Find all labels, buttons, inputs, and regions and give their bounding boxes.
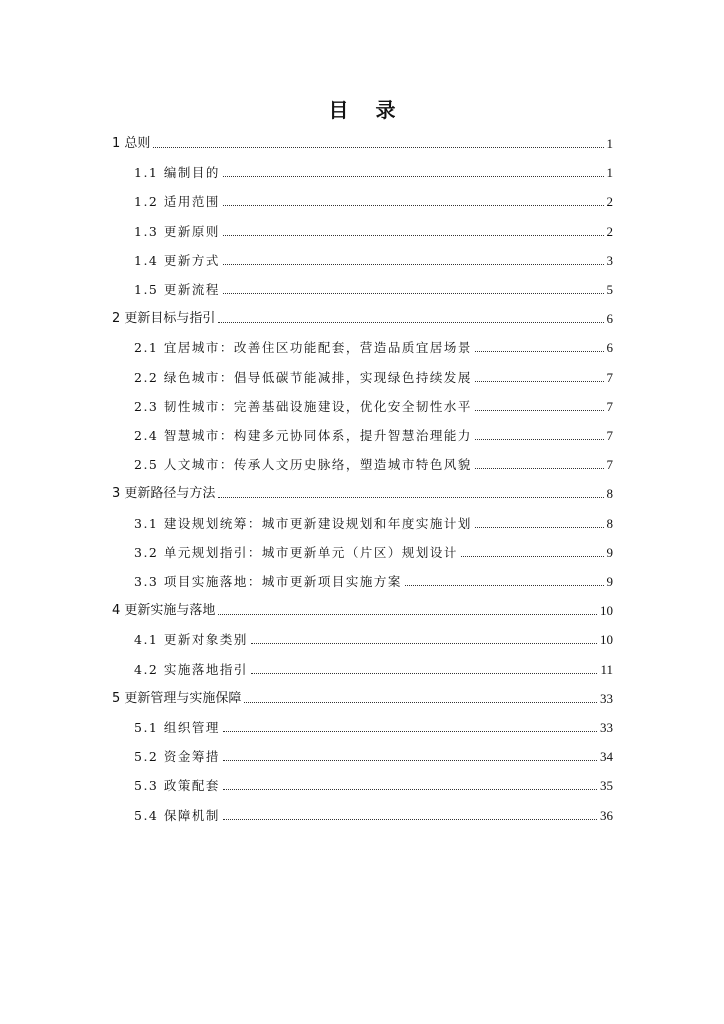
toc-chapter-entry[interactable] <box>112 132 613 152</box>
toc-page-number: 1 <box>606 165 613 181</box>
toc-chapter-entry[interactable] <box>112 599 613 619</box>
toc-dot-leader <box>218 614 597 615</box>
toc-dot-leader <box>223 293 604 294</box>
toc-page-number: 33 <box>600 690 613 706</box>
toc-dot-leader <box>251 673 598 674</box>
toc-page-number: 1 <box>606 136 613 151</box>
toc-page-number: 35 <box>600 778 613 794</box>
toc-dot-leader <box>475 410 604 411</box>
toc-section-entry[interactable] <box>134 220 613 240</box>
toc-page-number: 7 <box>606 428 613 443</box>
toc-entry-label: 4 更新实施与落地 <box>112 603 216 619</box>
toc-entry-label: 3.1 建设规划统筹：城市更新建设规划和年度实施计划 <box>134 515 472 531</box>
toc-page-number: 7 <box>606 369 613 385</box>
toc-dot-leader <box>223 731 597 732</box>
toc-dot-leader <box>461 556 604 557</box>
toc-page-number: 10 <box>600 632 613 648</box>
toc-dot-leader <box>223 235 604 236</box>
toc-entry-label: 3.3 项目实施落地：城市更新项目实施方案 <box>134 574 402 589</box>
toc-page-number: 6 <box>606 311 613 327</box>
toc-chapter-entry[interactable] <box>112 482 613 502</box>
toc-entry-label: 2.5 人文城市：传承人文历史脉络，塑造城市特色风貌 <box>134 457 472 473</box>
toc-dot-leader <box>223 264 604 265</box>
toc-dot-leader <box>223 205 604 206</box>
toc-entry-label: 3 更新路径与方法 <box>112 486 216 502</box>
toc-entry-label: 1 总则 <box>112 136 151 151</box>
toc-section-entry[interactable] <box>134 453 613 473</box>
toc-page-number: 8 <box>606 515 613 531</box>
toc-dot-leader <box>475 468 604 469</box>
toc-page-number: 10 <box>600 603 613 619</box>
toc-section-entry[interactable] <box>134 424 613 444</box>
toc-dot-leader <box>218 497 603 498</box>
toc-section-entry[interactable] <box>134 278 613 298</box>
toc-page-number: 3 <box>606 252 613 268</box>
toc-dot-leader <box>223 789 597 790</box>
toc-section-entry[interactable] <box>134 249 613 269</box>
toc-page-number: 33 <box>600 720 613 735</box>
toc-dot-leader <box>475 351 604 352</box>
toc-page-number: 7 <box>606 398 613 414</box>
toc-dot-leader <box>153 147 603 148</box>
toc-entry-label: 2.1 宜居城市：改善住区功能配套，营造品质宜居场景 <box>134 340 472 356</box>
toc-section-entry[interactable] <box>134 336 613 356</box>
toc-entry-label: 2.2 绿色城市：倡导低碳节能减排，实现绿色持续发展 <box>134 369 472 385</box>
toc-entry-label: 1.3 更新原则 <box>134 223 220 239</box>
toc-page-number: 8 <box>606 486 613 502</box>
toc-dot-leader <box>475 439 604 440</box>
toc-dot-leader <box>223 760 597 761</box>
toc-chapter-entry[interactable] <box>112 307 613 327</box>
toc-page-number: 2 <box>606 194 613 210</box>
page-title: 目 录 <box>328 98 406 122</box>
toc-page-number: 2 <box>606 223 613 239</box>
toc-entry-label: 1.1 编制目的 <box>134 165 220 181</box>
toc-page-number: 34 <box>600 749 613 765</box>
toc-entry-label: 5.4 保障机制 <box>134 807 220 823</box>
toc-entry-label: 2.4 智慧城市：构建多元协同体系，提升智慧治理能力 <box>134 428 472 443</box>
toc-section-entry[interactable] <box>134 395 613 415</box>
toc-page-number: 9 <box>606 544 613 560</box>
toc-dot-leader <box>218 322 603 323</box>
toc-entry-label: 5.3 政策配套 <box>134 778 220 794</box>
toc-section-entry[interactable] <box>134 628 613 648</box>
toc-entry-label: 4.2 实施落地指引 <box>134 661 248 677</box>
toc-page-number: 36 <box>600 807 613 823</box>
toc-entry-label: 2.3 韧性城市：完善基础设施建设，优化安全韧性水平 <box>134 398 472 414</box>
toc-page-number: 6 <box>606 340 613 356</box>
toc-entry-label: 5 更新管理与实施保障 <box>112 690 242 706</box>
toc-section-entry[interactable] <box>134 161 613 181</box>
toc-entry-label: 1.4 更新方式 <box>134 252 220 268</box>
toc-dot-leader <box>475 527 604 528</box>
toc-page-number: 7 <box>606 457 613 473</box>
toc-chapter-entry[interactable] <box>112 687 613 707</box>
toc-dot-leader <box>223 176 604 177</box>
toc-page-number: 9 <box>606 574 613 589</box>
toc-section-entry[interactable] <box>134 774 613 794</box>
toc-dot-leader <box>251 643 597 644</box>
toc-section-entry[interactable] <box>134 745 613 765</box>
toc-entry-label: 2 更新目标与指引 <box>112 311 216 327</box>
toc-dot-leader <box>223 819 597 820</box>
toc-section-entry[interactable] <box>134 512 613 532</box>
toc-entry-label: 4.1 更新对象类别 <box>134 632 248 648</box>
toc-entry-label: 1.2 适用范围 <box>134 194 220 210</box>
toc-dot-leader <box>405 585 604 586</box>
toc-page-number: 5 <box>606 282 613 297</box>
toc-section-entry[interactable] <box>134 190 613 210</box>
toc-dot-leader <box>244 702 597 703</box>
toc-entry-label: 1.5 更新流程 <box>134 282 220 297</box>
toc-entry-label: 5.2 资金筹措 <box>134 749 220 765</box>
toc-section-entry[interactable] <box>134 658 613 678</box>
toc-section-entry[interactable] <box>134 541 613 561</box>
toc-entry-label: 3.2 单元规划指引：城市更新单元（片区）规划设计 <box>134 544 458 560</box>
toc-dot-leader <box>475 381 604 382</box>
toc-page-number: 11 <box>600 661 613 677</box>
toc-entry-label: 5.1 组织管理 <box>134 720 220 735</box>
toc-section-entry[interactable] <box>134 716 613 736</box>
toc-section-entry[interactable] <box>134 570 613 590</box>
toc-section-entry[interactable] <box>134 804 613 824</box>
toc-section-entry[interactable] <box>134 366 613 386</box>
